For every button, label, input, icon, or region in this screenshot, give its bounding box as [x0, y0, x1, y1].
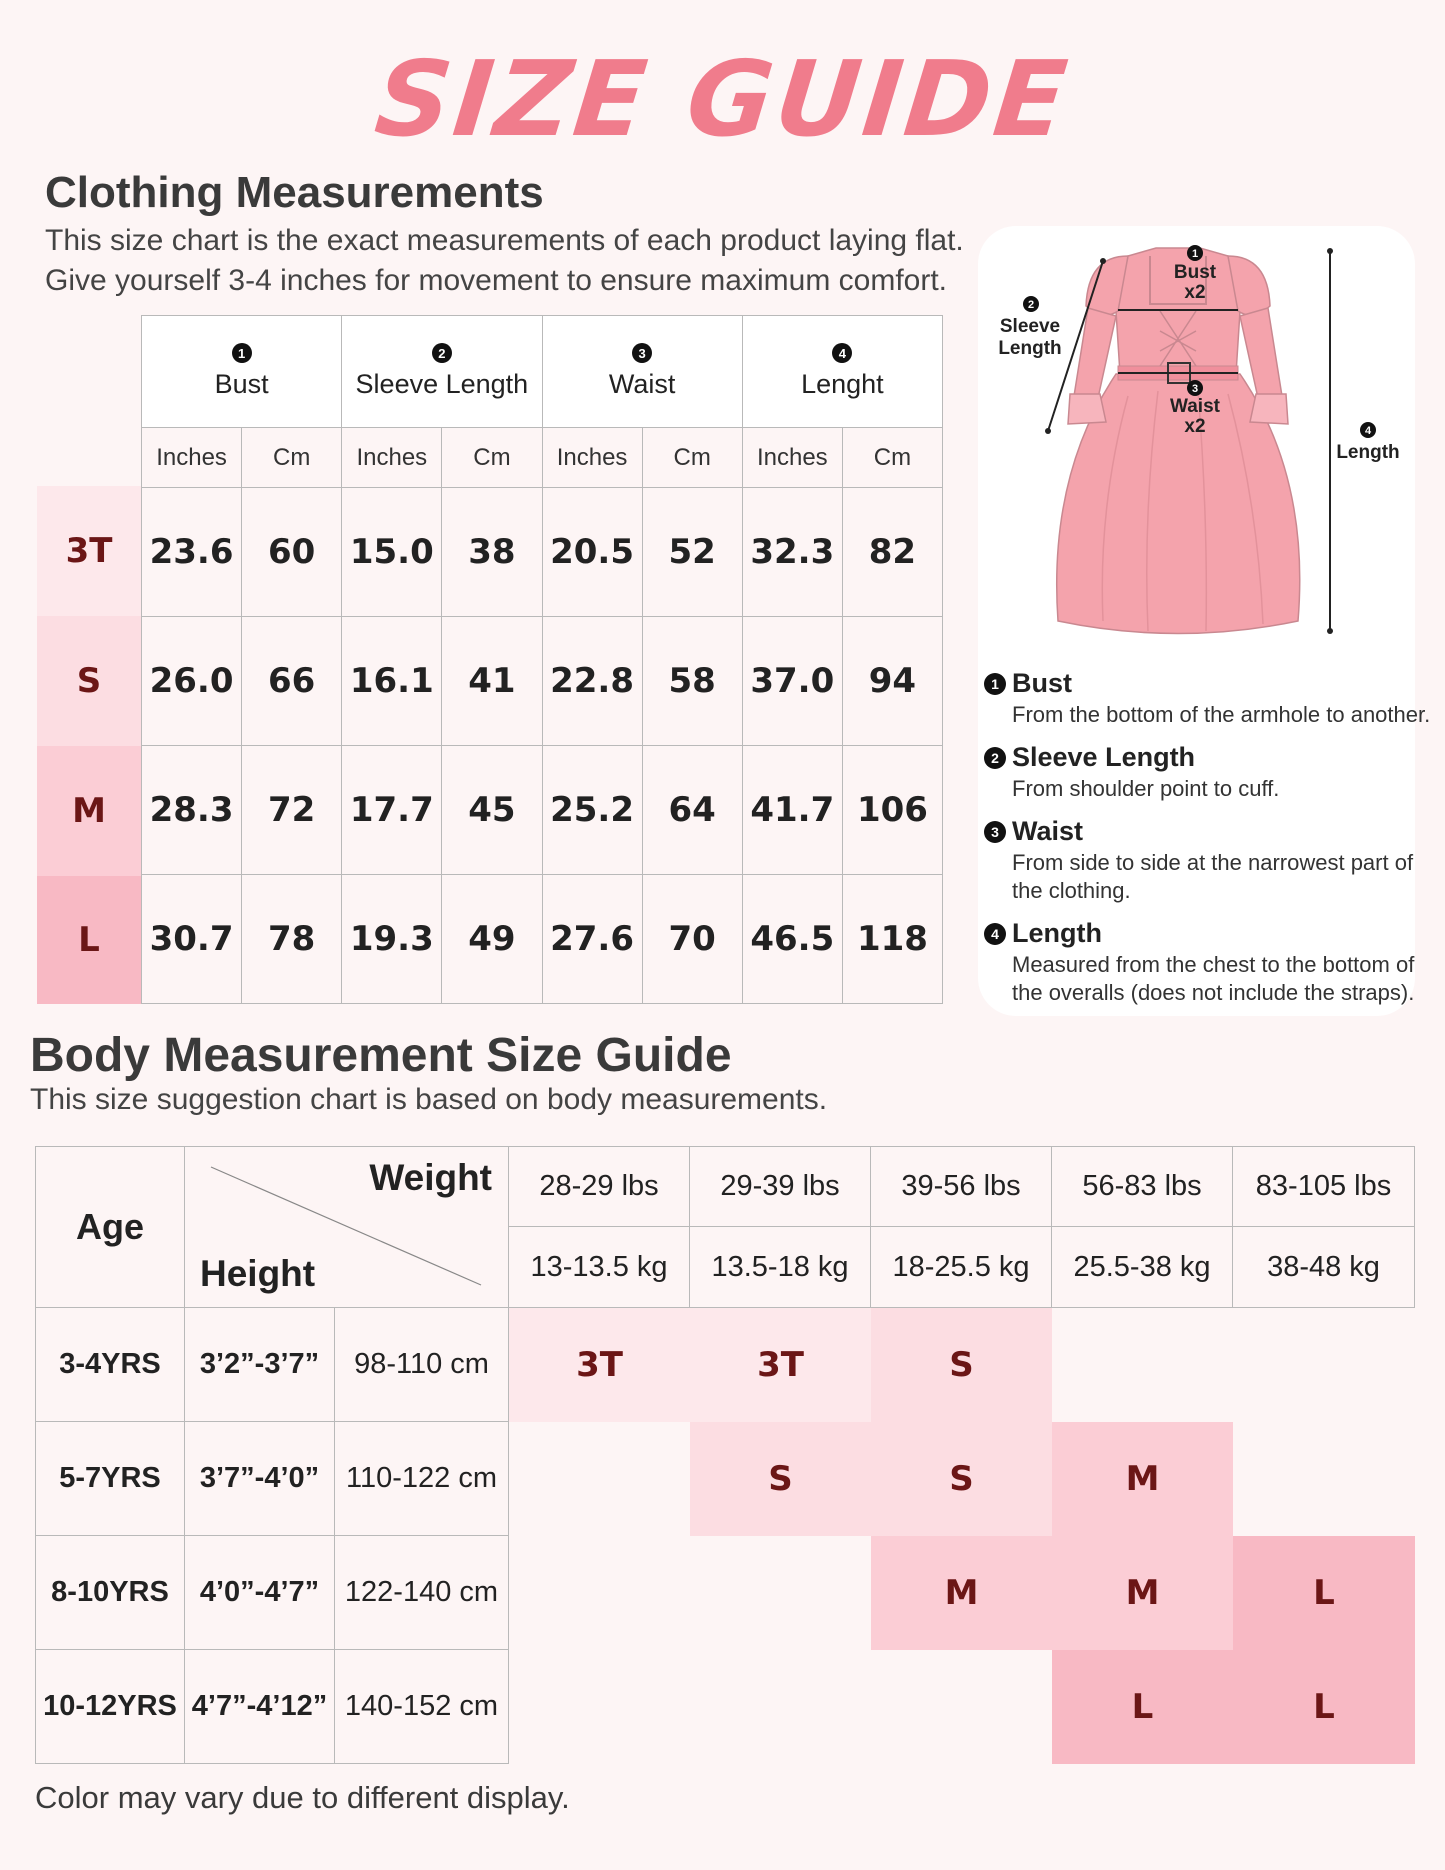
diagram-bust-x2: x2: [1184, 282, 1206, 303]
header-label: Waist: [608, 369, 676, 399]
diagram-number-3: 3: [1191, 383, 1199, 395]
table-cell: 28.3: [142, 746, 242, 875]
height-ft-cell: 3’7”-4’0”: [185, 1422, 335, 1536]
weight-kg: 25.5-38 kg: [1052, 1227, 1233, 1308]
table-cell: 60: [242, 488, 342, 617]
weight-kg: 18-25.5 kg: [871, 1227, 1052, 1308]
weight-lbs: 29-39 lbs: [690, 1146, 871, 1227]
size-cell: L: [1052, 1650, 1233, 1764]
size-cell: M: [871, 1536, 1052, 1650]
size-label-s: S: [37, 616, 141, 746]
header-label: Sleeve Length: [355, 369, 529, 399]
dress-diagram: [978, 226, 1415, 646]
legend-title: Sleeve Length: [1012, 742, 1196, 772]
number-3-icon: 3: [632, 343, 652, 363]
unit-header: Inches: [342, 428, 442, 488]
unit-header: Inches: [142, 428, 242, 488]
table-cell: 25.2: [543, 746, 643, 875]
height-cm-cell: 140-152 cm: [335, 1650, 509, 1764]
weight-kg: 38-48 kg: [1233, 1227, 1415, 1308]
table-cell: 64: [643, 746, 743, 875]
table-cell: 20.5: [543, 488, 643, 617]
unit-header: Cm: [442, 428, 542, 488]
height-cm-cell: 122-140 cm: [335, 1536, 509, 1650]
table-cell: 45: [442, 746, 542, 875]
legend-title: Waist: [1012, 816, 1084, 846]
table-cell: 41.7: [743, 746, 843, 875]
clothing-desc-1: This size chart is the exact measurements of each product laying flat.: [45, 224, 964, 257]
weight-lbs: 83-105 lbs: [1233, 1146, 1415, 1227]
table-cell: 30.7: [142, 875, 242, 1004]
header-bust: [142, 316, 342, 428]
size-cell: L: [1233, 1536, 1415, 1650]
body-heading: Body Measurement Size Guide: [30, 1029, 732, 1082]
age-cell: 8-10YRS: [35, 1536, 185, 1650]
size-cell: M: [1052, 1422, 1233, 1536]
size-cell: L: [1233, 1650, 1415, 1764]
table-cell: 82: [843, 488, 943, 617]
legend-desc: From the bottom of the armhole to another.: [1012, 702, 1431, 727]
diagram-waist-x2: x2: [1184, 416, 1206, 437]
age-header: Age: [35, 1146, 185, 1308]
table-cell: 16.1: [342, 617, 442, 746]
number-1-icon: 1: [232, 343, 252, 363]
height-ft-cell: 4’7”-4’12”: [185, 1650, 335, 1764]
height-header: Height: [200, 1253, 316, 1294]
legend-title: Bust: [1012, 668, 1072, 698]
table-cell: 46.5: [743, 875, 843, 1004]
header-label: Bust: [214, 369, 269, 399]
table-cell: 118: [843, 875, 943, 1004]
unit-header: Inches: [543, 428, 643, 488]
diagram-number-1: 1: [1191, 248, 1199, 260]
diagram-waist-label: Waist: [1170, 396, 1220, 417]
height-cm-cell: 98-110 cm: [335, 1308, 509, 1422]
table-cell: 27.6: [543, 875, 643, 1004]
legend-desc: the clothing.: [1012, 878, 1131, 903]
body-subtitle: This size suggestion chart is based on body measurements.: [30, 1083, 828, 1116]
legend-length: [984, 918, 1414, 1007]
diagram-bust-label: Bust: [1173, 262, 1217, 283]
table-cell: 49: [442, 875, 542, 1004]
legend-desc: From side to side at the narrowest part of: [1012, 850, 1414, 875]
unit-header: Inches: [743, 428, 843, 488]
legend-desc: From shoulder point to cuff.: [1012, 776, 1280, 801]
size-cell: S: [690, 1422, 871, 1536]
table-cell: 52: [643, 488, 743, 617]
size-cell: S: [871, 1308, 1052, 1422]
table-cell: 19.3: [342, 875, 442, 1004]
number-4-icon: 4: [832, 343, 852, 363]
table-cell: 70: [643, 875, 743, 1004]
size-cell: 3T: [690, 1308, 871, 1422]
unit-header: Cm: [242, 428, 342, 488]
number-2-icon: 2: [984, 747, 1006, 769]
legend-waist: [984, 816, 1413, 905]
age-cell: 3-4YRS: [35, 1308, 185, 1422]
table-cell: 22.8: [543, 617, 643, 746]
age-cell: 10-12YRS: [35, 1650, 185, 1764]
weight-height-header: [185, 1146, 509, 1308]
table-cell: 15.0: [342, 488, 442, 617]
table-cell: 37.0: [743, 617, 843, 746]
age-cell: 5-7YRS: [35, 1422, 185, 1536]
header-waist: [543, 316, 743, 428]
height-cm-cell: 110-122 cm: [335, 1422, 509, 1536]
weight-kg: 13.5-18 kg: [690, 1227, 871, 1308]
legend-desc: Measured from the chest to the bottom of: [1012, 952, 1415, 977]
size-cell: S: [871, 1422, 1052, 1536]
number-2-icon: 2: [432, 343, 452, 363]
weight-lbs: 39-56 lbs: [871, 1146, 1052, 1227]
footer-note: Color may vary due to different display.: [35, 1780, 570, 1815]
table-cell: 38: [442, 488, 542, 617]
size-label-l: L: [37, 876, 141, 1004]
table-cell: 23.6: [142, 488, 242, 617]
unit-header: Cm: [643, 428, 743, 488]
size-label-3t: 3T: [37, 486, 141, 616]
table-cell: 78: [242, 875, 342, 1004]
header-sleeve-length: [342, 316, 542, 428]
weight-lbs: 28-29 lbs: [509, 1146, 690, 1227]
table-cell: 106: [843, 746, 943, 875]
table-cell: 32.3: [743, 488, 843, 617]
size-cell: 3T: [509, 1308, 690, 1422]
table-cell: 58: [643, 617, 743, 746]
weight-header: Weight: [369, 1157, 492, 1198]
diagram-length-label: Length: [1336, 442, 1400, 463]
diagram-number-2: 2: [1027, 299, 1035, 311]
unit-header: Cm: [843, 428, 943, 488]
legend-bust: [984, 668, 1430, 729]
number-4-icon: 4: [984, 923, 1006, 945]
number-3-icon: 3: [984, 821, 1006, 843]
table-cell: 17.7: [342, 746, 442, 875]
height-ft-cell: 4’0”-4’7”: [185, 1536, 335, 1650]
height-ft-cell: 3’2”-3’7”: [185, 1308, 335, 1422]
clothing-measurement-table: [141, 315, 943, 1004]
legend-desc: the overalls (does not include the straps).: [1012, 980, 1415, 1005]
legend-title: Length: [1012, 918, 1102, 948]
clothing-desc-2: Give yourself 3-4 inches for movement to ensure maximum comfort.: [45, 264, 947, 297]
table-cell: 41: [442, 617, 542, 746]
size-label-m: M: [37, 746, 141, 876]
weight-lbs: 56-83 lbs: [1052, 1146, 1233, 1227]
weight-kg: 13-13.5 kg: [509, 1227, 690, 1308]
page-title: SIZE GUIDE: [370, 38, 1075, 160]
table-cell: 94: [843, 617, 943, 746]
header-length: [743, 316, 943, 428]
header-label: Lenght: [801, 369, 884, 399]
diagram-sleeve-label: Sleeve: [999, 316, 1061, 337]
diagram-sleeve-label-2: Length: [998, 338, 1062, 359]
number-1-icon: 1: [984, 673, 1006, 695]
table-cell: 66: [242, 617, 342, 746]
clothing-heading: Clothing Measurements: [45, 168, 544, 217]
table-cell: 26.0: [142, 617, 242, 746]
legend-sleeve-length: [984, 742, 1279, 803]
table-cell: 72: [242, 746, 342, 875]
size-cell: M: [1052, 1536, 1233, 1650]
diagram-number-4: 4: [1364, 425, 1372, 437]
